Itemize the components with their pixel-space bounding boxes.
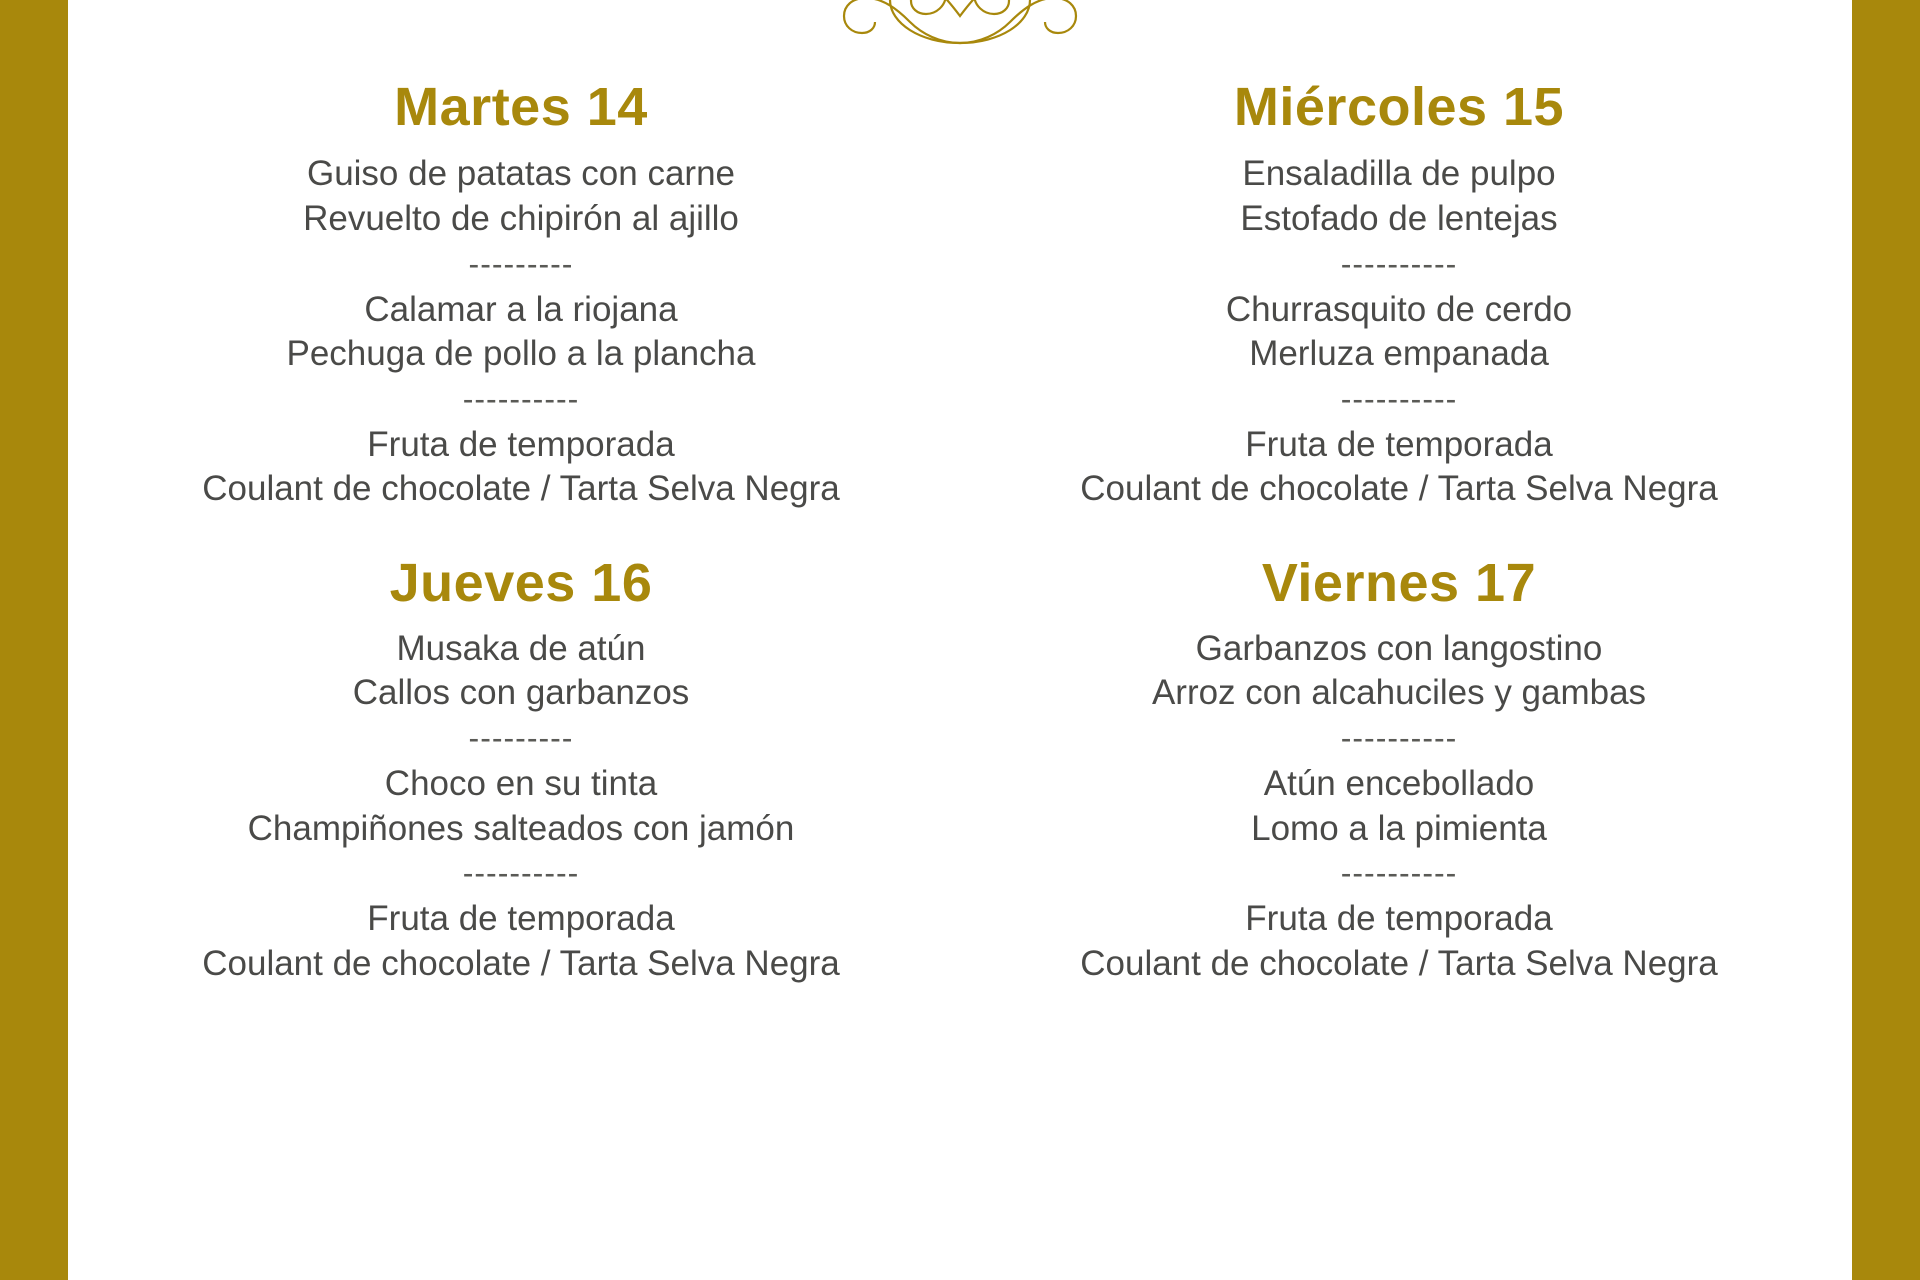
- day-column-viernes: [960, 554, 1838, 986]
- dish-item: Guiso de patatas con carne: [306, 154, 736, 194]
- dish-item: Estofado de lentejas: [1240, 199, 1558, 239]
- course-separator: ----------: [462, 381, 580, 418]
- dish-item: Merluza empanada: [1249, 334, 1549, 374]
- day-title: Jueves 16: [389, 553, 653, 614]
- day-title: Miércoles 15: [1233, 77, 1565, 137]
- dish-item: Fruta de temporada: [367, 898, 675, 938]
- dish-item: Fruta de temporada: [367, 424, 675, 464]
- dish-item: Lomo a la pimienta: [1251, 808, 1547, 848]
- day-column-miercoles: [960, 78, 1838, 512]
- course-separator: ----------: [1340, 381, 1458, 418]
- dish-item: Garbanzos con langostino: [1195, 628, 1603, 668]
- course-separator: ----------: [462, 855, 580, 892]
- dish-item: Pechuga de pollo a la plancha: [286, 334, 756, 374]
- dish-item: Musaka de atún: [396, 628, 646, 668]
- day-title: Martes 14: [394, 77, 648, 137]
- course-separator: ---------: [468, 720, 574, 757]
- course-separator: ----------: [1340, 855, 1458, 892]
- menu-content: [68, 0, 1852, 1280]
- day-column-jueves: [82, 554, 960, 986]
- days-grid: [68, 78, 1852, 987]
- course-separator: ----------: [1340, 245, 1458, 282]
- dish-item: Fruta de temporada: [1245, 898, 1553, 938]
- dish-item: Calamar a la riojana: [364, 289, 678, 329]
- dish-item: Coulant de chocolate / Tarta Selva Negra: [1080, 943, 1718, 983]
- dish-item: Revuelto de chipirón al ajillo: [303, 199, 739, 239]
- left-gold-border: [0, 0, 68, 1280]
- dish-item: Coulant de chocolate / Tarta Selva Negra: [202, 943, 840, 983]
- dish-item: Ensaladilla de pulpo: [1242, 154, 1556, 194]
- dish-item: Arroz con alcahuciles y gambas: [1151, 673, 1647, 713]
- dish-item: Churrasquito de cerdo: [1225, 289, 1573, 329]
- dish-item: Choco en su tinta: [384, 763, 658, 803]
- dish-item: Champiñones salteados con jamón: [247, 808, 795, 848]
- day-title: Viernes 17: [1261, 553, 1537, 614]
- ornamental-flourish-icon: [68, 0, 1852, 78]
- course-separator: ----------: [1340, 720, 1458, 757]
- course-separator: ---------: [468, 245, 574, 282]
- dish-item: Callos con garbanzos: [352, 673, 690, 713]
- dish-item: Atún encebollado: [1263, 763, 1535, 803]
- dish-item: Coulant de chocolate / Tarta Selva Negra: [1080, 469, 1718, 509]
- dish-item: Coulant de chocolate / Tarta Selva Negra: [202, 469, 840, 509]
- dish-item: Fruta de temporada: [1245, 424, 1553, 464]
- day-column-martes: [82, 78, 960, 512]
- right-gold-border: [1852, 0, 1920, 1280]
